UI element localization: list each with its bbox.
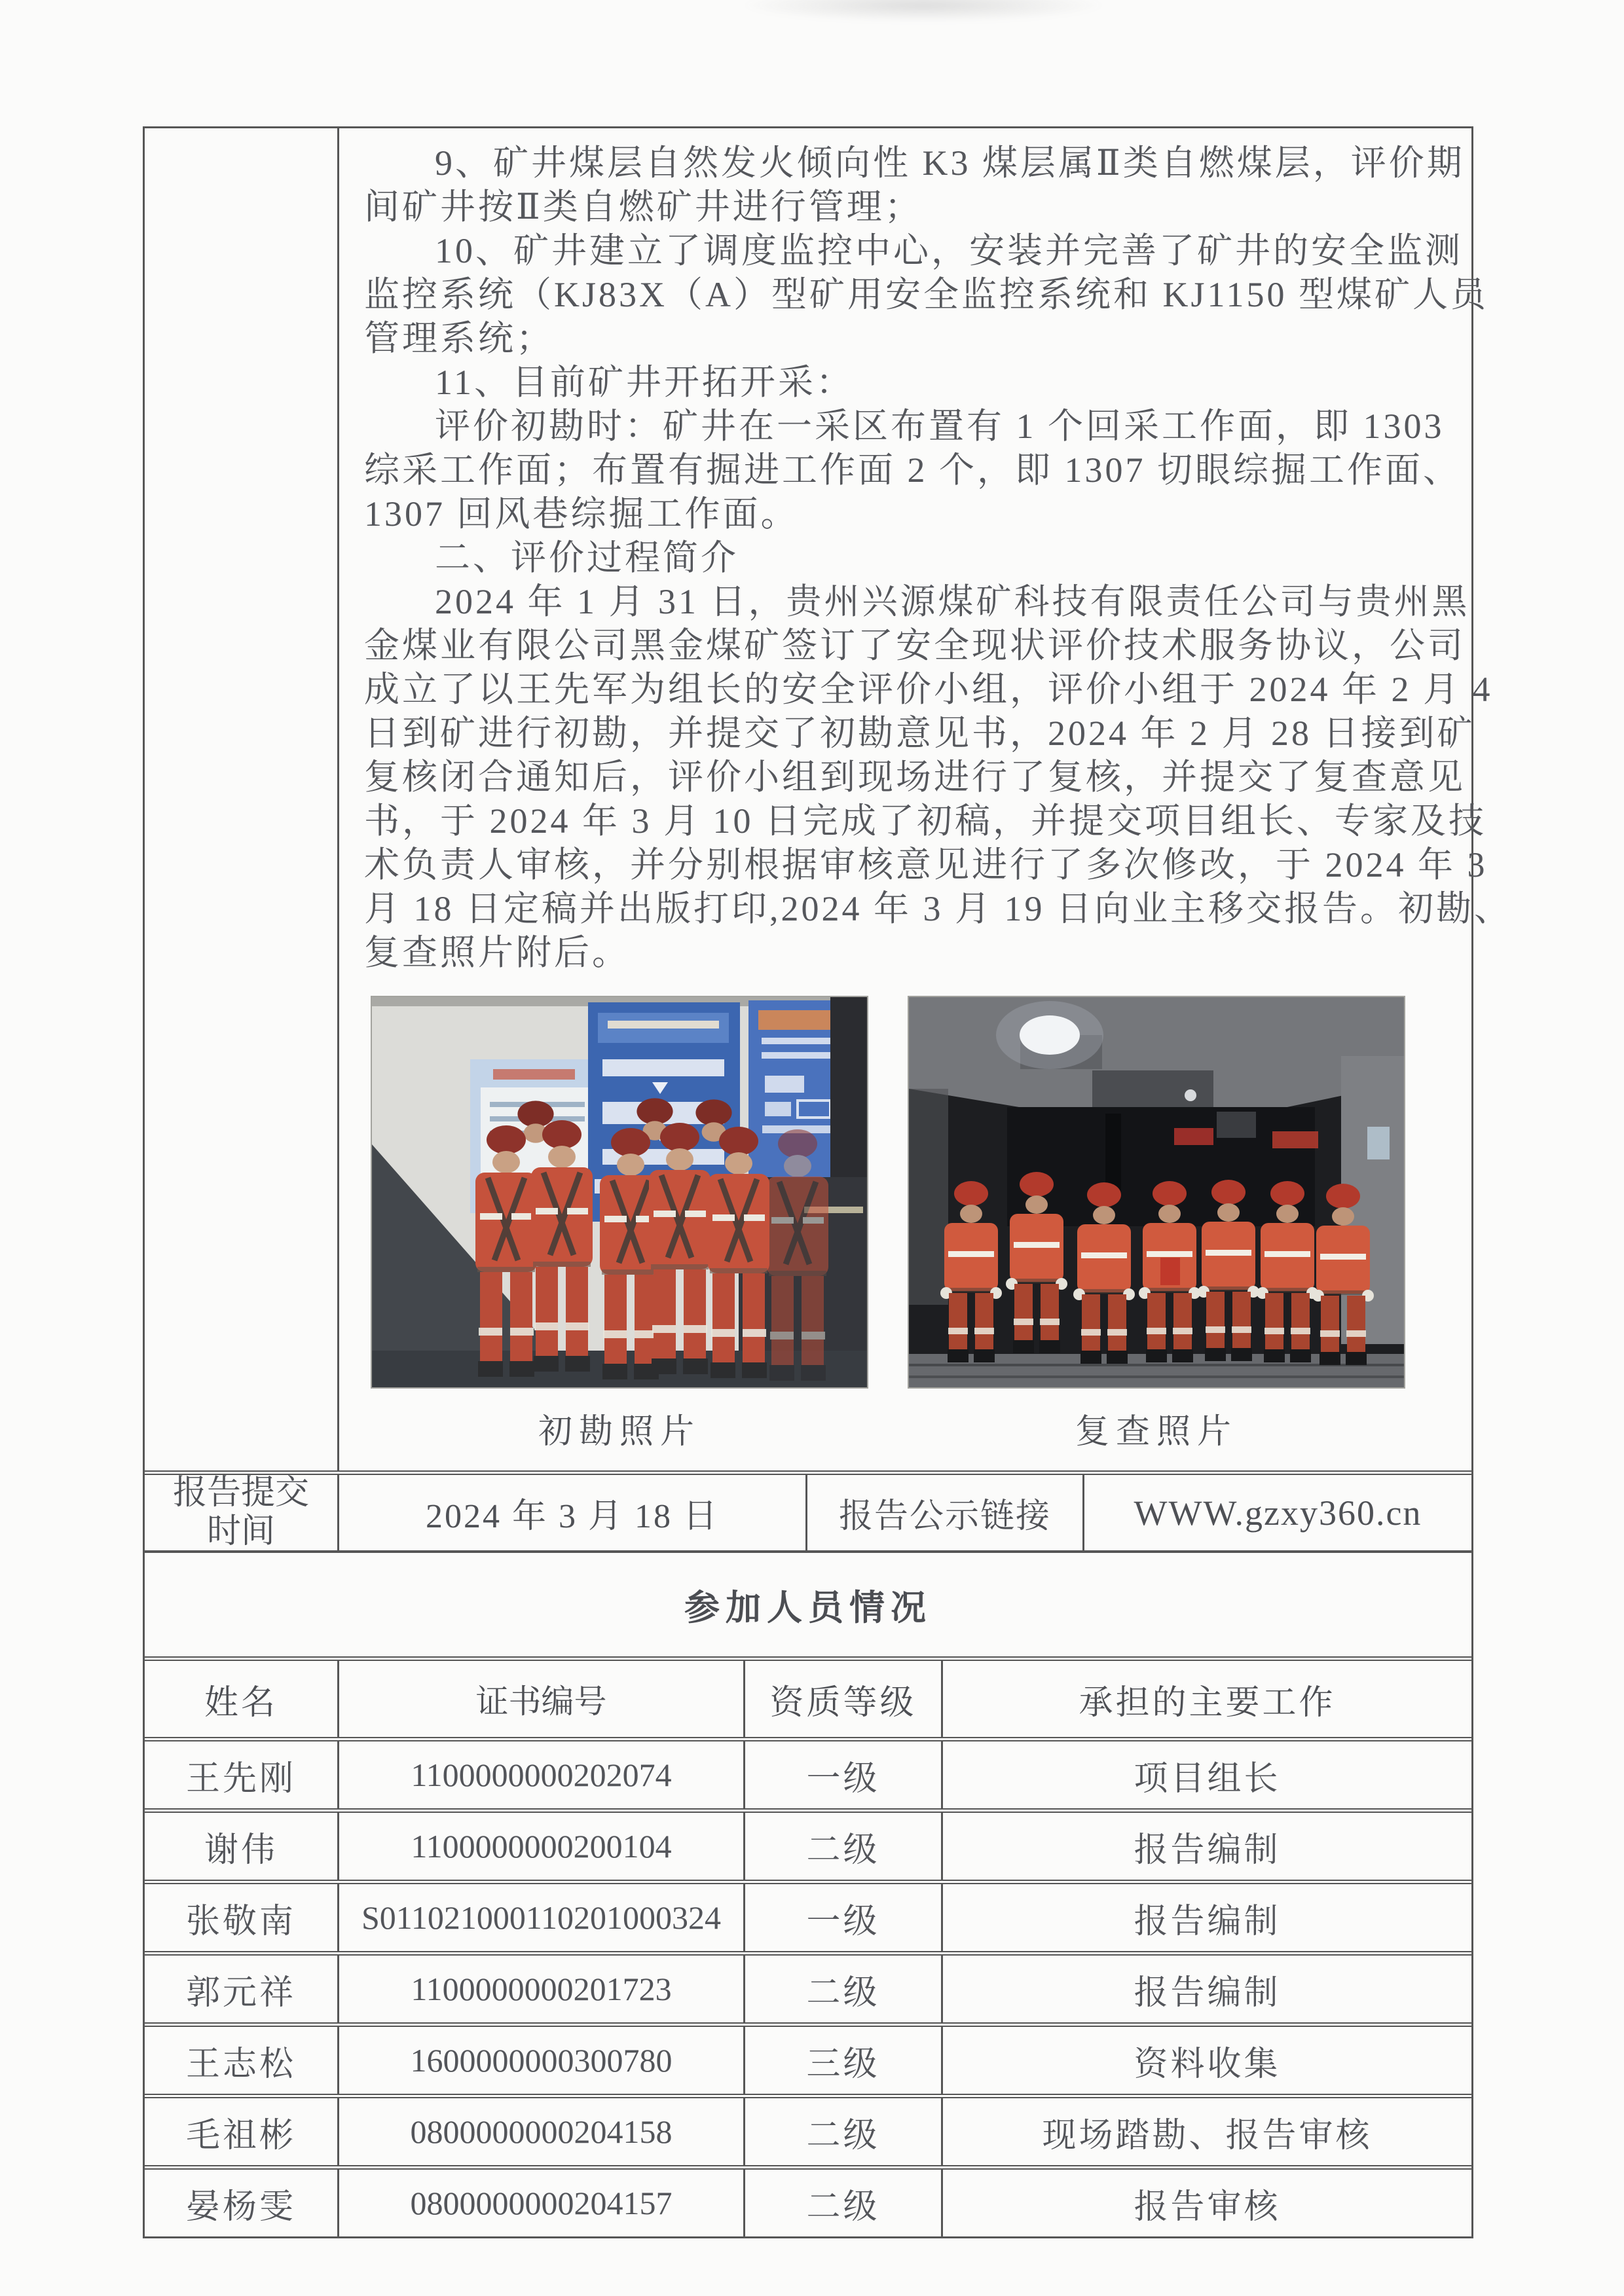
- participant-row: [145, 1808, 1471, 1880]
- participant-name: 王先刚: [145, 1741, 339, 1808]
- report-link-url: WWW.gzxy360.cn: [1134, 1493, 1422, 1533]
- col-header-name: 姓名: [145, 1661, 339, 1737]
- participant-row: [145, 1737, 1471, 1808]
- participant-cert-number: 0800000000204158: [339, 2098, 745, 2165]
- col-header-cert: 证书编号: [339, 1661, 745, 1737]
- review-photo-caption: 复查照片: [1075, 1413, 1238, 1451]
- submission-row: [145, 1470, 1471, 1550]
- text-line: 书，于 2024 年 3 月 10 日完成了初稿，并提交项目组长、专家及技: [364, 801, 1486, 841]
- participant-name: 张敬南: [145, 1884, 339, 1951]
- participant-row: [145, 2094, 1471, 2165]
- participant-cert-number: S011021000110201000324: [339, 1884, 745, 1951]
- participant-cert-number: 1100000000202074: [339, 1741, 745, 1808]
- text-line: 11、目前矿井开拓开采：: [435, 363, 854, 402]
- participant-work: 报告编制: [1134, 1903, 1281, 1941]
- text-line: 10、矿井建立了调度监控中心，安装并完善了矿井的安全监测: [435, 231, 1463, 270]
- text-line: 二、评价过程简介: [435, 538, 739, 577]
- report-table: [143, 126, 1512, 2238]
- participants-banner-row: [145, 1550, 1471, 1656]
- text-line: 管理系统；: [364, 319, 554, 358]
- text-line: 1307 回风巷综掘工作面。: [364, 494, 799, 534]
- participant-work: 报告审核: [1134, 2188, 1281, 2226]
- text-line: 评价初勘时：矿井在一采区布置有 1 个回采工作面，即 1303: [435, 407, 1445, 446]
- text-line: 术负责人审核，并分别根据审核意见进行了多次修改，于 2024 年 3: [364, 845, 1488, 884]
- participant-level: 三级: [745, 2027, 943, 2094]
- initial-survey-photo-caption: 初勘照片: [538, 1413, 701, 1451]
- participant-name: 谢伟: [145, 1813, 339, 1880]
- participant-level: 二级: [745, 1813, 943, 1880]
- participant-cert-number: 1100000000201723: [339, 1956, 745, 2022]
- report-link-label: 报告公示链接: [807, 1475, 1084, 1550]
- participant-row: [145, 2165, 1471, 2236]
- participant-work: 报告编制: [1134, 1974, 1281, 2012]
- scan-artifact: [740, 0, 1107, 22]
- participant-name: 郭元祥: [145, 1956, 339, 2022]
- participant-name: 王志松: [145, 2027, 339, 2094]
- participant-work: 资料收集: [1134, 2045, 1281, 2083]
- participant-cert-number: 0800000000204157: [339, 2170, 745, 2236]
- participant-cert-number: 1100000000200104: [339, 1813, 745, 1880]
- text-line: 日到矿进行初勘，并提交了初勘意见书，2024 年 2 月 28 日接到矿: [364, 714, 1475, 753]
- report-body-row: [145, 128, 1512, 1470]
- col-header-work: 承担的主要工作: [1079, 1684, 1336, 1722]
- text-line: 间矿井按Ⅱ类自燃矿井进行管理；: [364, 187, 923, 227]
- text-line: 金煤业有限公司黑金煤矿签订了安全现状评价技术服务协议，公司: [364, 626, 1466, 665]
- text-line: 2024 年 1 月 31 日，贵州兴源煤矿科技有限责任公司与贵州黑: [435, 582, 1470, 621]
- text-line: 复查照片附后。: [364, 933, 630, 972]
- participant-row: [145, 2022, 1471, 2094]
- report-text-block: [339, 128, 1512, 975]
- participant-level: 二级: [745, 1956, 943, 2022]
- text-line: 成立了以王先军为组长的安全评价小组，评价小组于 2024 年 2 月 4: [364, 670, 1493, 709]
- report-body-cell: [339, 128, 1512, 1470]
- participant-name: 毛祖彬: [145, 2098, 339, 2165]
- participant-level: 二级: [745, 2170, 943, 2236]
- participant-cert-number: 1600000000300780: [339, 2027, 745, 2094]
- col-header-level: 资质等级: [745, 1661, 943, 1737]
- review-photo: [908, 996, 1405, 1389]
- participants-header-row: [145, 1656, 1471, 1737]
- participant-work: 项目组长: [1134, 1760, 1281, 1798]
- text-line: 综采工作面；布置有掘进工作面 2 个，即 1307 切眼综掘工作面、: [364, 450, 1461, 490]
- text-line: 9、矿井煤层自然发火倾向性 K3 煤层属Ⅱ类自燃煤层，评价期: [435, 143, 1465, 183]
- text-line: 复核闭合通知后，评价小组到现场进行了复核，并提交了复查意见: [364, 757, 1466, 797]
- participant-row: [145, 1880, 1471, 1951]
- participant-level: 二级: [745, 2098, 943, 2165]
- initial-survey-photo: [371, 996, 868, 1389]
- participant-name: 晏杨雯: [145, 2170, 339, 2236]
- participant-row: [145, 1951, 1471, 2022]
- participant-work: 现场踏勘、报告审核: [1042, 2117, 1373, 2155]
- participant-level: 一级: [745, 1884, 943, 1951]
- participants-title: 参加人员情况: [684, 1588, 932, 1628]
- empty-side-cell: [145, 128, 339, 1470]
- participant-work: 报告编制: [1134, 1831, 1281, 1869]
- participant-level: 一级: [745, 1741, 943, 1808]
- report-submit-time-label: 报告提交时间: [145, 1475, 339, 1550]
- text-line: 月 18 日定稿并出版打印,2024 年 3 月 19 日向业主移交报告。初勘、: [364, 889, 1512, 928]
- text-line: 监控系统（KJ83X（A）型矿用安全监控系统和 KJ1150 型煤矿人员: [364, 275, 1489, 314]
- report-submit-date: 2024 年 3 月 18 日: [339, 1475, 807, 1550]
